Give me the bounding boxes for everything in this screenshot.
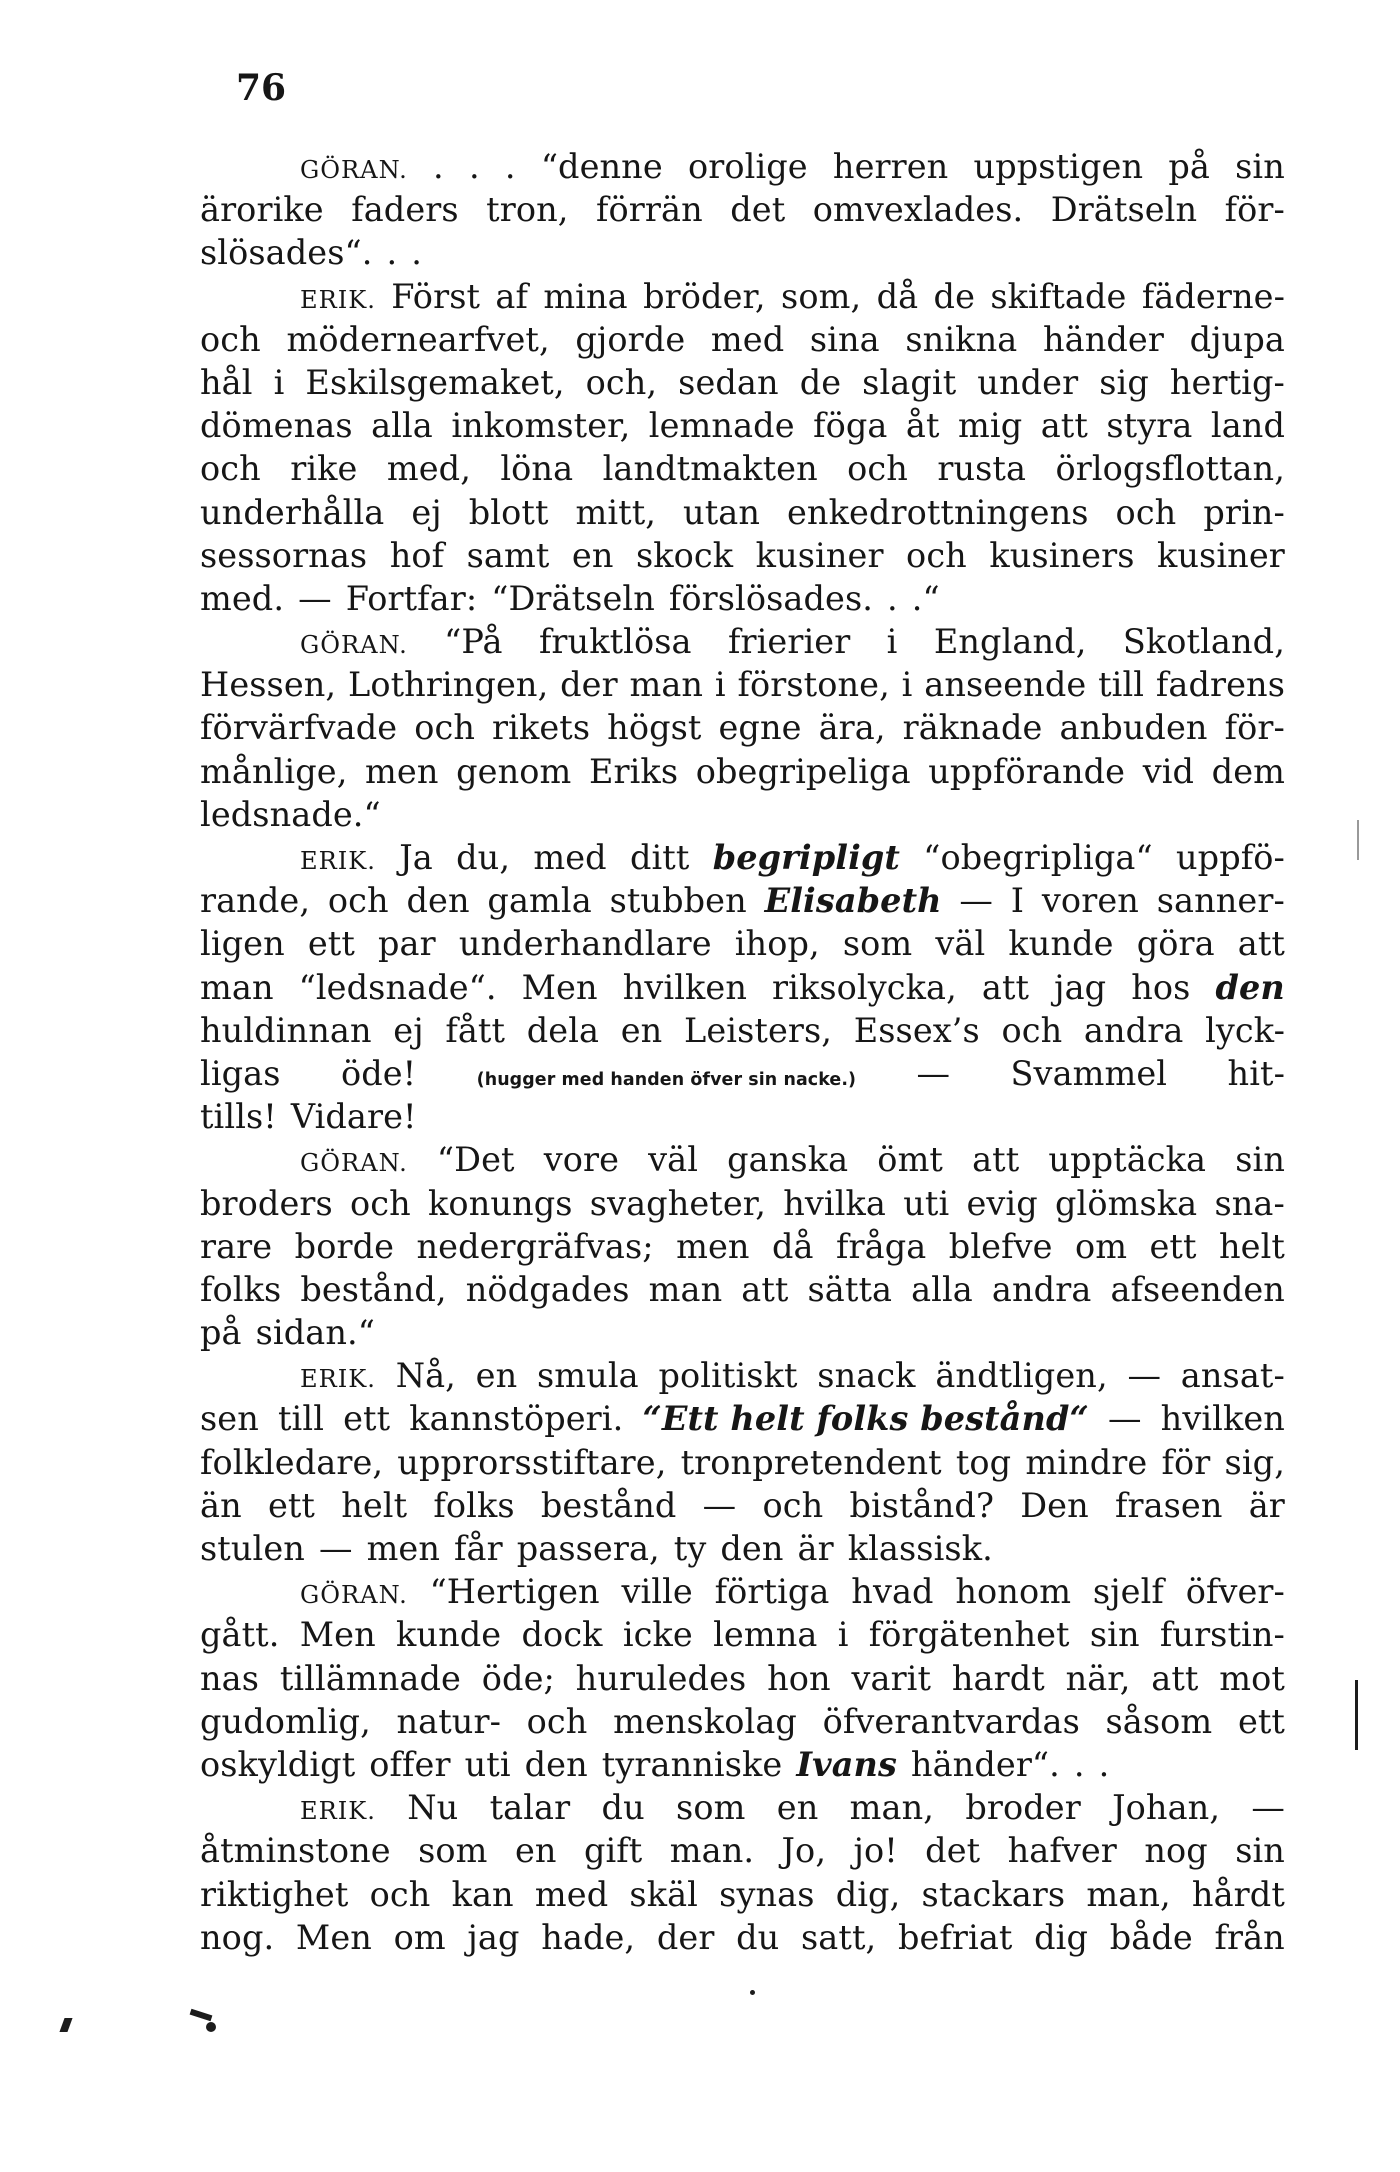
text-line: månlige, men genom Eriks obegripeliga uppförande vid dem xyxy=(200,751,1285,791)
scan-speck xyxy=(750,1990,755,1995)
text-line: med. — Fortfar: “Drätseln förslösades. . .“ xyxy=(200,578,940,618)
text-line: rare borde nedergräfvas; men då fråga blefve om ett helt xyxy=(200,1226,1285,1266)
text-line: sessornas hof samt en skock kusiner och kusiners kusiner xyxy=(200,535,1285,575)
text-line: GÖRAN. “Hertigen ville förtiga hvad honom sjelf öfver- xyxy=(300,1572,1285,1612)
text-line: än ett helt folks bestånd — och bistånd? Den frasen är xyxy=(200,1485,1285,1525)
text-line: dömenas alla inkomster, lemnade föga åt mig att styra land xyxy=(200,406,1285,446)
scan-speck xyxy=(59,2018,72,2032)
text-line: ligas öde! (hugger med handen öfver sin nacke.) — Svammel hit- xyxy=(200,1053,1285,1093)
scan-speck xyxy=(206,2022,216,2032)
text-line: GÖRAN. “På fruktlösa frierier i England, Skotland, xyxy=(300,622,1285,662)
text-line: hål i Eskilsgemaket, och, sedan de slagit under sig hertig- xyxy=(200,362,1285,402)
text-line: nas tillämnade öde; huruledes hon varit hardt när, att mot xyxy=(200,1658,1285,1698)
text-line: underhålla ej blott mitt, utan enkedrottningens och prin- xyxy=(200,492,1285,532)
text-line: GÖRAN. “Det vore väl ganska ömt att upptäcka sin xyxy=(300,1140,1285,1180)
text-line: GÖRAN. . . . “denne orolige herren uppstigen på sin xyxy=(300,147,1285,186)
scan-speck xyxy=(1357,820,1359,860)
text-line: sen till ett kannstöperi. “Ett helt folks bestånd“ — hvilken xyxy=(200,1399,1285,1439)
text-line: ERIK. Nå, en smula politiskt snack ändtligen, — ansat- xyxy=(300,1356,1285,1396)
text-line: gått. Men kunde dock icke lemna i förgätenhet sin furstin- xyxy=(200,1615,1285,1655)
text-line: nog. Men om jag hade, der du satt, befriat dig både från xyxy=(200,1917,1285,1957)
text-line: slösades“. . . xyxy=(200,233,422,273)
text-line: ligen ett par underhandlare ihop, som väl kunde göra att xyxy=(200,924,1285,964)
scan-speck xyxy=(1355,1680,1358,1750)
text-line: och rike med, löna landtmakten och rusta örlogsflottan, xyxy=(200,449,1285,489)
text-line: på sidan.“ xyxy=(200,1313,375,1353)
text-line: folks bestånd, nödgades man att sätta alla andra afseenden xyxy=(200,1269,1285,1309)
text-line: folkledare, upprorsstiftare, tronpretendent tog mindre för sig, xyxy=(200,1442,1285,1482)
page-number: 76 xyxy=(236,67,287,109)
text-line: riktighet och kan med skäl synas dig, stackars man, hårdt xyxy=(200,1874,1285,1914)
text-line: ERIK. Ja du, med ditt begripligt “obegripliga“ uppfö- xyxy=(300,838,1285,877)
text-line: ERIK. Nu talar du som en man, broder Johan, — xyxy=(300,1788,1285,1828)
text-line: tills! Vidare! xyxy=(200,1097,417,1137)
text-line: åtminstone som en gift man. Jo, jo! det hafver nog sin xyxy=(200,1831,1285,1871)
text-line: gudomlig, natur- och menskolag öfverantvardas såsom ett xyxy=(200,1701,1285,1741)
text-line: oskyldigt offer uti den tyranniske Ivans händer“. . . xyxy=(200,1744,1110,1784)
text-line: huldinnan ej fått dela en Leisters, Essex’s och andra lyck- xyxy=(200,1010,1285,1050)
text-line: ERIK. Först af mina bröder, som, då de skiftade fäderne- xyxy=(300,276,1285,316)
text-line: ärorike faders tron, förrän det omvexlades. Drätseln för- xyxy=(200,190,1285,230)
scan-speck xyxy=(190,2009,213,2022)
dialogue-text xyxy=(200,145,1285,1959)
text-line: Hessen, Lothringen, der man i förstone, i anseende till fadrens xyxy=(200,665,1285,705)
text-line: rande, och den gamla stubben Elisabeth — I voren sanner- xyxy=(200,881,1285,921)
text-line: förvärfvade och rikets högst egne ära, räknade anbuden för- xyxy=(200,708,1285,748)
text-line: stulen — men får passera, ty den är klassisk. xyxy=(200,1529,993,1568)
text-line: och mödernearfvet, gjorde med sina snikna händer djupa xyxy=(200,319,1285,359)
text-line: broders och konungs svagheter, hvilka uti evig glömska sna- xyxy=(200,1183,1285,1223)
text-line: ledsnade.“ xyxy=(200,794,381,834)
text-line: man “ledsnade“. Men hvilken riksolycka, att jag hos den xyxy=(200,967,1285,1007)
